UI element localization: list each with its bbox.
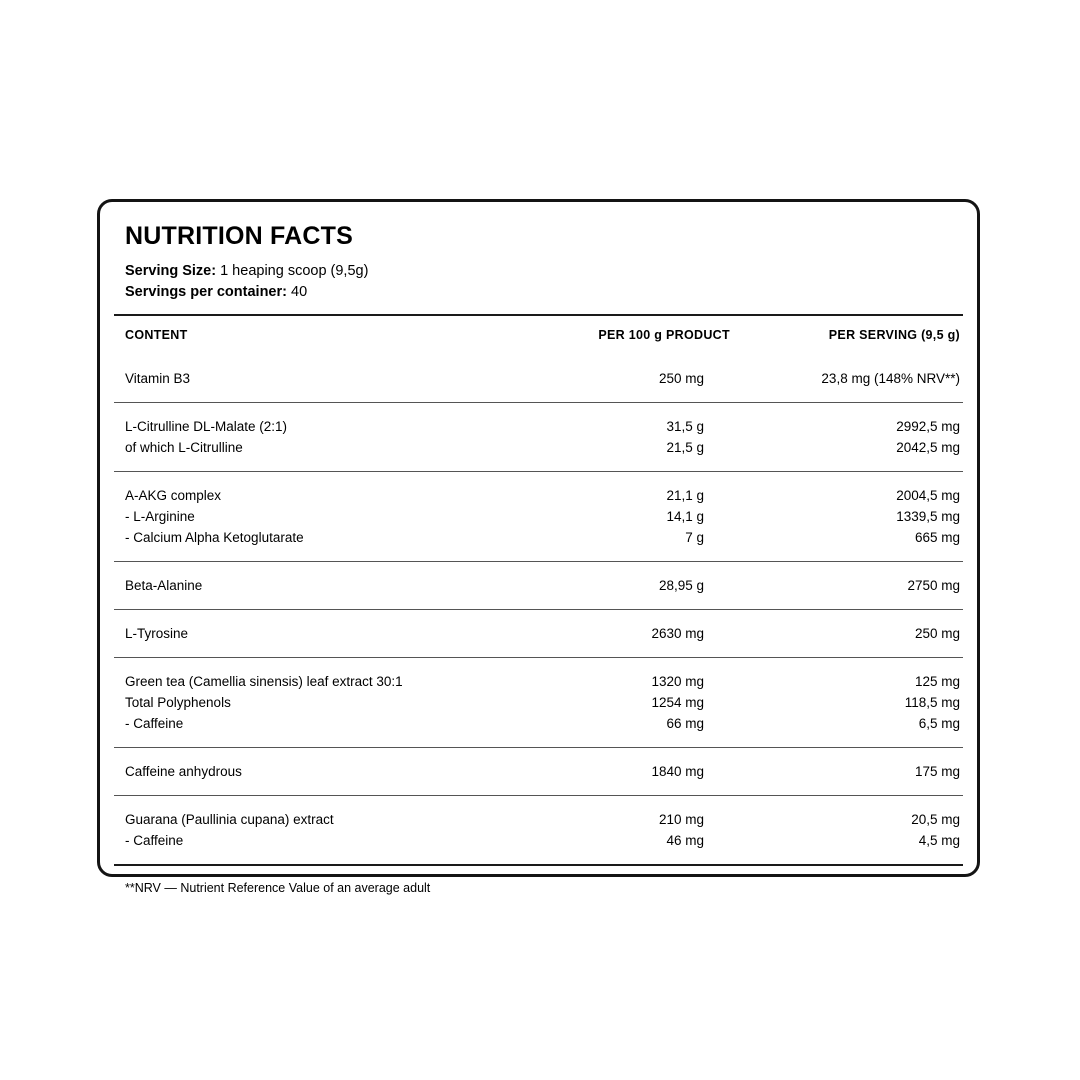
cell-per-100g: 2630 mg xyxy=(651,625,705,641)
table-row xyxy=(111,796,966,830)
cell-per-serving: 250 mg xyxy=(914,625,960,641)
table-row xyxy=(111,610,966,657)
table-row xyxy=(111,658,966,692)
servings-per-container-line xyxy=(125,282,966,303)
table-row xyxy=(111,403,966,437)
cell-per-serving: 1339,5 mg xyxy=(896,508,960,524)
table-head xyxy=(111,316,966,355)
column-header-per-serving: PER SERVING (9,5 g) xyxy=(828,327,960,342)
cell-content-name: Total Polyphenols xyxy=(125,694,231,710)
cell-per-100g: 31,5 g xyxy=(666,418,705,434)
serving-size-line xyxy=(125,261,966,282)
page-title: NUTRITION FACTS xyxy=(125,222,353,250)
cell-per-serving: 6,5 mg xyxy=(918,715,960,731)
cell-per-100g: 1840 mg xyxy=(651,763,705,779)
cell-content-name: - Calcium Alpha Ketoglutarate xyxy=(125,529,304,545)
table-row xyxy=(111,748,966,795)
cell-content-name: Green tea (Camellia sinensis) leaf extract 30:1 xyxy=(125,673,403,689)
cell-content-name: of which L-Citrulline xyxy=(125,439,243,455)
cell-content-name: L-Tyrosine xyxy=(125,625,189,641)
cell-per-serving: 175 mg xyxy=(914,763,960,779)
cell-per-serving: 2004,5 mg xyxy=(896,487,960,503)
cell-per-serving: 118,5 mg xyxy=(904,694,960,710)
table-row xyxy=(111,355,966,402)
cell-per-serving: 2992,5 mg xyxy=(896,418,960,434)
cell-content-name: - L-Arginine xyxy=(125,508,195,524)
cell-content-name: L-Citrulline DL-Malate (2:1) xyxy=(125,418,288,434)
cell-per-100g: 46 mg xyxy=(666,832,705,848)
cell-content-name: Caffeine anhydrous xyxy=(125,763,242,779)
cell-per-100g: 21,1 g xyxy=(666,487,705,503)
cell-per-serving: 20,5 mg xyxy=(911,811,960,827)
serving-info xyxy=(111,251,966,303)
card-inner xyxy=(111,202,966,895)
cell-per-100g: 28,95 g xyxy=(659,577,705,593)
cell-content-name: - Caffeine xyxy=(125,832,184,848)
cell-content-name: Vitamin B3 xyxy=(125,370,191,386)
table-row xyxy=(111,692,966,713)
cell-per-100g: 1320 mg xyxy=(651,673,705,689)
cell-content-name: A-AKG complex xyxy=(125,487,222,503)
cell-per-100g: 250 mg xyxy=(659,370,705,386)
cell-per-serving: 2750 mg xyxy=(907,577,960,593)
cell-per-100g: 21,5 g xyxy=(666,439,705,455)
serving-size-label: Serving Size: xyxy=(125,262,217,279)
table-row xyxy=(111,562,966,609)
cell-per-100g: 210 mg xyxy=(659,811,705,827)
cell-per-serving: 4,5 mg xyxy=(918,832,960,848)
table-header-row xyxy=(111,316,966,355)
serving-size-value: 1 heaping scoop (9,5g) xyxy=(220,262,369,279)
column-header-content: CONTENT xyxy=(125,327,188,342)
nrv-footnote: **NRV — Nutrient Reference Value of an average adult xyxy=(125,880,431,895)
cell-per-serving: 125 mg xyxy=(914,673,960,689)
cell-per-100g: 7 g xyxy=(685,529,705,545)
cell-content-name: Beta-Alanine xyxy=(125,577,203,593)
nutrition-facts-card xyxy=(97,199,980,895)
cell-content-name: - Caffeine xyxy=(125,715,184,731)
table-row xyxy=(111,472,966,506)
table-body xyxy=(111,355,966,864)
cell-per-serving: 665 mg xyxy=(914,529,960,545)
cell-per-100g: 1254 mg xyxy=(651,694,705,710)
table-row xyxy=(111,437,966,471)
cell-per-100g: 14,1 g xyxy=(666,508,705,524)
cell-per-serving: 23,8 mg (148% NRV**) xyxy=(821,370,960,386)
nutrition-table xyxy=(111,316,966,864)
table-row xyxy=(111,830,966,864)
table-row xyxy=(111,527,966,561)
table-row xyxy=(111,506,966,527)
cell-per-100g: 66 mg xyxy=(666,715,705,731)
servings-per-container-value: 40 xyxy=(291,283,308,300)
table-row xyxy=(111,713,966,747)
column-header-per-100g: PER 100 g PRODUCT xyxy=(598,327,730,342)
cell-per-serving: 2042,5 mg xyxy=(896,439,960,455)
servings-per-container-label: Servings per container: xyxy=(125,283,287,300)
cell-content-name: Guarana (Paullinia cupana) extract xyxy=(125,811,334,827)
